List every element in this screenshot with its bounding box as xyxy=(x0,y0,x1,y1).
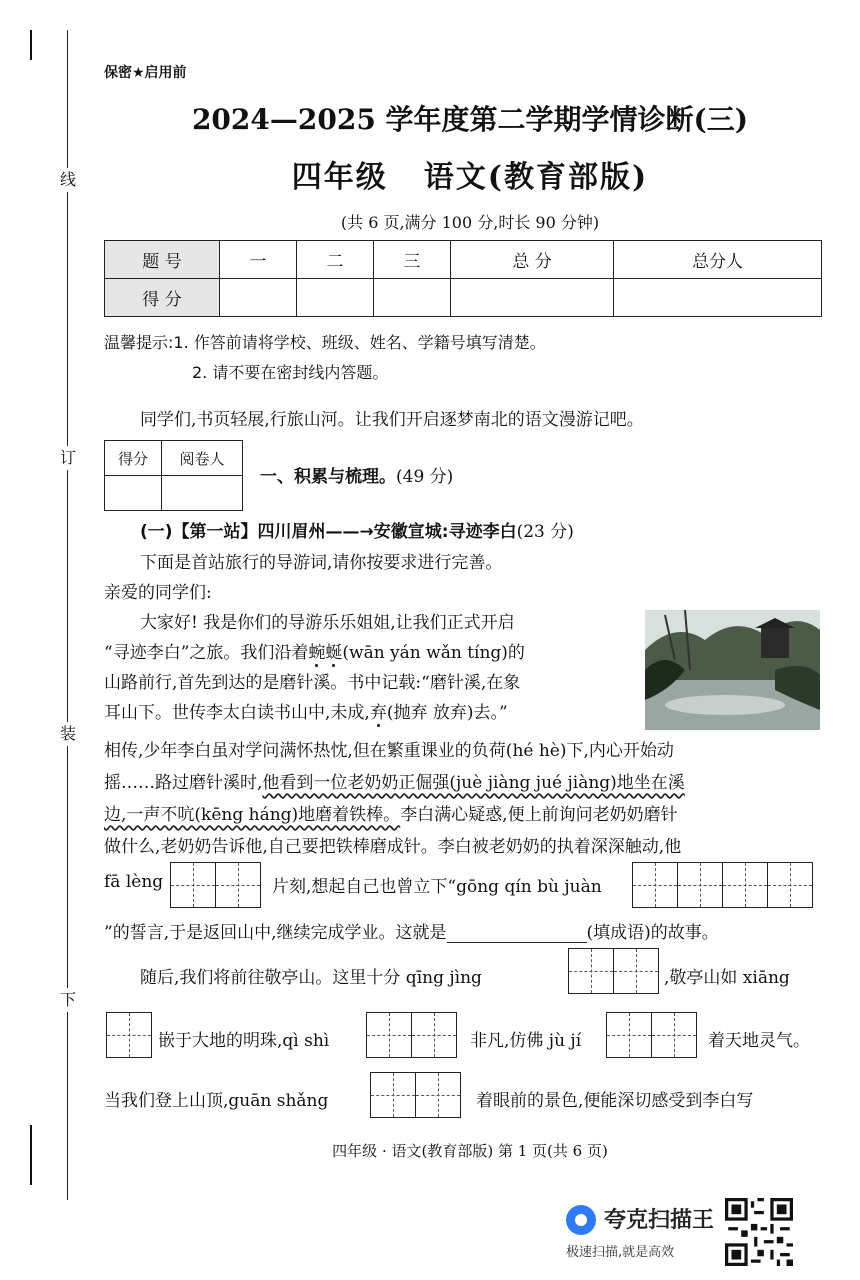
score-label: 得 分 xyxy=(105,279,220,317)
passage-line xyxy=(104,768,685,798)
tip-line: 温馨提示:1. 作答前请将学校、班级、姓名、学籍号填写清楚。 xyxy=(104,333,546,352)
score-header: 总 分 xyxy=(450,241,613,279)
passage-text: 嵌于大地的明珠,qì shì xyxy=(158,1031,330,1051)
seal-line xyxy=(67,30,68,1200)
passage-line: 做什么,老奶奶告诉他,自己要把铁棒磨成针。李白被老奶奶的执着深深触动,他 xyxy=(104,837,682,857)
answer-cell[interactable] xyxy=(652,1013,696,1057)
station-title-text: (一)【第一站】四川眉州——→安徽宣城:寻迹李白 xyxy=(140,522,517,542)
grader-score-label: 得分 xyxy=(105,441,162,476)
answer-cell[interactable] xyxy=(569,949,614,993)
answer-cell[interactable] xyxy=(171,863,216,907)
quark-logo-icon xyxy=(566,1205,596,1235)
secret-label: 保密★启用前 xyxy=(104,65,187,81)
station-title xyxy=(140,517,574,542)
score-header: 一 xyxy=(220,241,297,279)
passage-text: 耳山下。世传李太白读书山中,未成, xyxy=(104,703,370,723)
grade-label: 四年级 xyxy=(291,160,388,195)
score-cell[interactable] xyxy=(296,279,373,317)
qr-code-icon xyxy=(725,1198,793,1266)
dotted-char: 弃 xyxy=(369,703,387,723)
scenery-illustration xyxy=(645,610,820,730)
answer-cell[interactable] xyxy=(678,863,723,907)
answer-cell[interactable] xyxy=(367,1013,412,1057)
score-cell[interactable] xyxy=(220,279,297,317)
score-header: 二 xyxy=(296,241,373,279)
score-cell[interactable] xyxy=(373,279,450,317)
passage-line: 大家好! 我是你们的导游乐乐姐姐,让我们正式开启 xyxy=(140,613,515,633)
brand-slogan: 极速扫描,就是高效 xyxy=(566,1245,675,1260)
brand-name: 夸克扫描王 xyxy=(604,1208,715,1233)
answer-cell[interactable] xyxy=(107,1013,151,1057)
passage-text: 着眼前的景色,便能深切感受到李白写 xyxy=(476,1091,754,1111)
passage-line xyxy=(104,800,678,830)
passage-line: 相传,少年李白虽对学问满怀热忱,但在繁重课业的负荷(hé hè)下,内心开始动 xyxy=(104,741,674,761)
instruction: 下面是首站旅行的导游词,请你按要求进行完善。 xyxy=(140,553,503,573)
score-header: 总分人 xyxy=(614,241,822,279)
scanner-brand xyxy=(566,1203,716,1263)
answer-boxes-falen[interactable] xyxy=(170,862,261,908)
subject-label: 语文(教育部版) xyxy=(423,160,649,195)
answer-cell[interactable] xyxy=(371,1073,416,1117)
answer-cell[interactable] xyxy=(723,863,768,907)
page-footer: 四年级 · 语文(教育部版) 第 1 页(共 6 页) xyxy=(332,1142,608,1160)
scenery-photo xyxy=(645,610,820,730)
score-cell[interactable] xyxy=(614,279,822,317)
passage-text: 当我们登上山顶,guān shǎng xyxy=(104,1091,329,1111)
section-points: (49 分) xyxy=(396,467,454,487)
passage-text: ,敬亭山如 xiāng xyxy=(664,968,790,988)
station-points: (23 分) xyxy=(516,522,574,542)
passage-text: 随后,我们将前往敬亭山。这里十分 qīng jìng xyxy=(140,968,482,988)
tip-line: 2. 请不要在密封线内答题。 xyxy=(192,363,389,382)
exam-title: 2024—2025 学年度第二学期学情诊断(三) xyxy=(191,103,749,136)
intro-text: 同学们,书页轻展,行旅山河。让我们开启逐梦南北的语文漫游记吧。 xyxy=(140,410,644,430)
passage-line xyxy=(104,698,508,728)
passage-text: 着天地灵气。 xyxy=(708,1031,810,1051)
passage-line: 山路前行,首先到达的是磨针溪。书中记载:“磨针溪,在象 xyxy=(104,673,521,693)
score-header: 题 号 xyxy=(105,241,220,279)
section-title xyxy=(260,462,453,487)
answer-cell[interactable] xyxy=(216,863,260,907)
answer-boxes-guanshang[interactable] xyxy=(370,1072,461,1118)
tips xyxy=(104,328,546,388)
dotted-char: 蜿 xyxy=(308,643,326,663)
dotted-char: 蜒 xyxy=(325,643,343,663)
grader-name-cell[interactable] xyxy=(162,476,243,511)
margin-char-xian: 线 xyxy=(56,168,80,192)
passage-text: “寻迹李白”之旅。我们沿着 xyxy=(104,643,309,663)
answer-cell[interactable] xyxy=(412,1013,456,1057)
exam-subject xyxy=(100,152,840,196)
answer-boxes-qishi[interactable] xyxy=(366,1012,457,1058)
section-title-text: 一、积累与梳理。 xyxy=(260,467,396,487)
meaning-choice[interactable]: (抛弃 放弃)去。” xyxy=(386,703,508,723)
passage-line xyxy=(104,918,719,943)
page-edge-top xyxy=(30,30,32,60)
score-cell[interactable] xyxy=(450,279,613,317)
answer-cell[interactable] xyxy=(768,863,812,907)
wavy-underlined-text: 他看到一位老奶奶正倔强(juè jiàng jué jiàng)地坐在溪 xyxy=(262,773,685,793)
passage-line xyxy=(104,638,525,668)
answer-boxes-qingjing[interactable] xyxy=(568,948,659,994)
passage-text: (填成语)的故事。 xyxy=(586,923,719,943)
passage-text: ”的誓言,于是返回山中,继续完成学业。这就是 xyxy=(104,923,447,943)
exam-info: (共 6 页,满分 100 分,时长 90 分钟) xyxy=(340,213,600,232)
passage-text: 片刻,想起自己也曾立下“gōng qín bù juàn xyxy=(272,877,602,897)
answer-cell[interactable] xyxy=(607,1013,652,1057)
answer-boxes-xiang[interactable] xyxy=(106,1012,152,1058)
passage-text: 摇……路过磨针溪时, xyxy=(104,773,263,793)
page-edge-bottom xyxy=(30,1125,32,1185)
margin-char-zhuang: 装 xyxy=(56,722,80,746)
greeting: 亲爱的同学们: xyxy=(104,583,212,603)
grader-name-label: 阅卷人 xyxy=(162,441,243,476)
pinyin-prompt: fā lèng xyxy=(104,872,164,892)
answer-boxes-gongqin[interactable] xyxy=(632,862,813,908)
passage-text: 非凡,仿佛 jù jí xyxy=(470,1031,582,1051)
wavy-underlined-text: 边,一声不吭(kēng háng)地磨着铁棒。 xyxy=(104,805,401,825)
answer-boxes-juji[interactable] xyxy=(606,1012,697,1058)
idiom-blank[interactable] xyxy=(447,924,587,943)
grader-table xyxy=(104,440,243,511)
passage-text: 李白满心疑惑,便上前询问老奶奶磨针 xyxy=(400,805,678,825)
score-header: 三 xyxy=(373,241,450,279)
grader-score-cell[interactable] xyxy=(105,476,162,511)
answer-cell[interactable] xyxy=(416,1073,460,1117)
answer-cell[interactable] xyxy=(633,863,678,907)
answer-cell[interactable] xyxy=(614,949,658,993)
pinyin-choice[interactable]: (wān yán wǎn tíng)的 xyxy=(342,643,525,663)
score-table xyxy=(104,240,822,317)
margin-char-ding: 订 xyxy=(56,446,80,470)
margin-char-xia: 下 xyxy=(56,988,80,1012)
